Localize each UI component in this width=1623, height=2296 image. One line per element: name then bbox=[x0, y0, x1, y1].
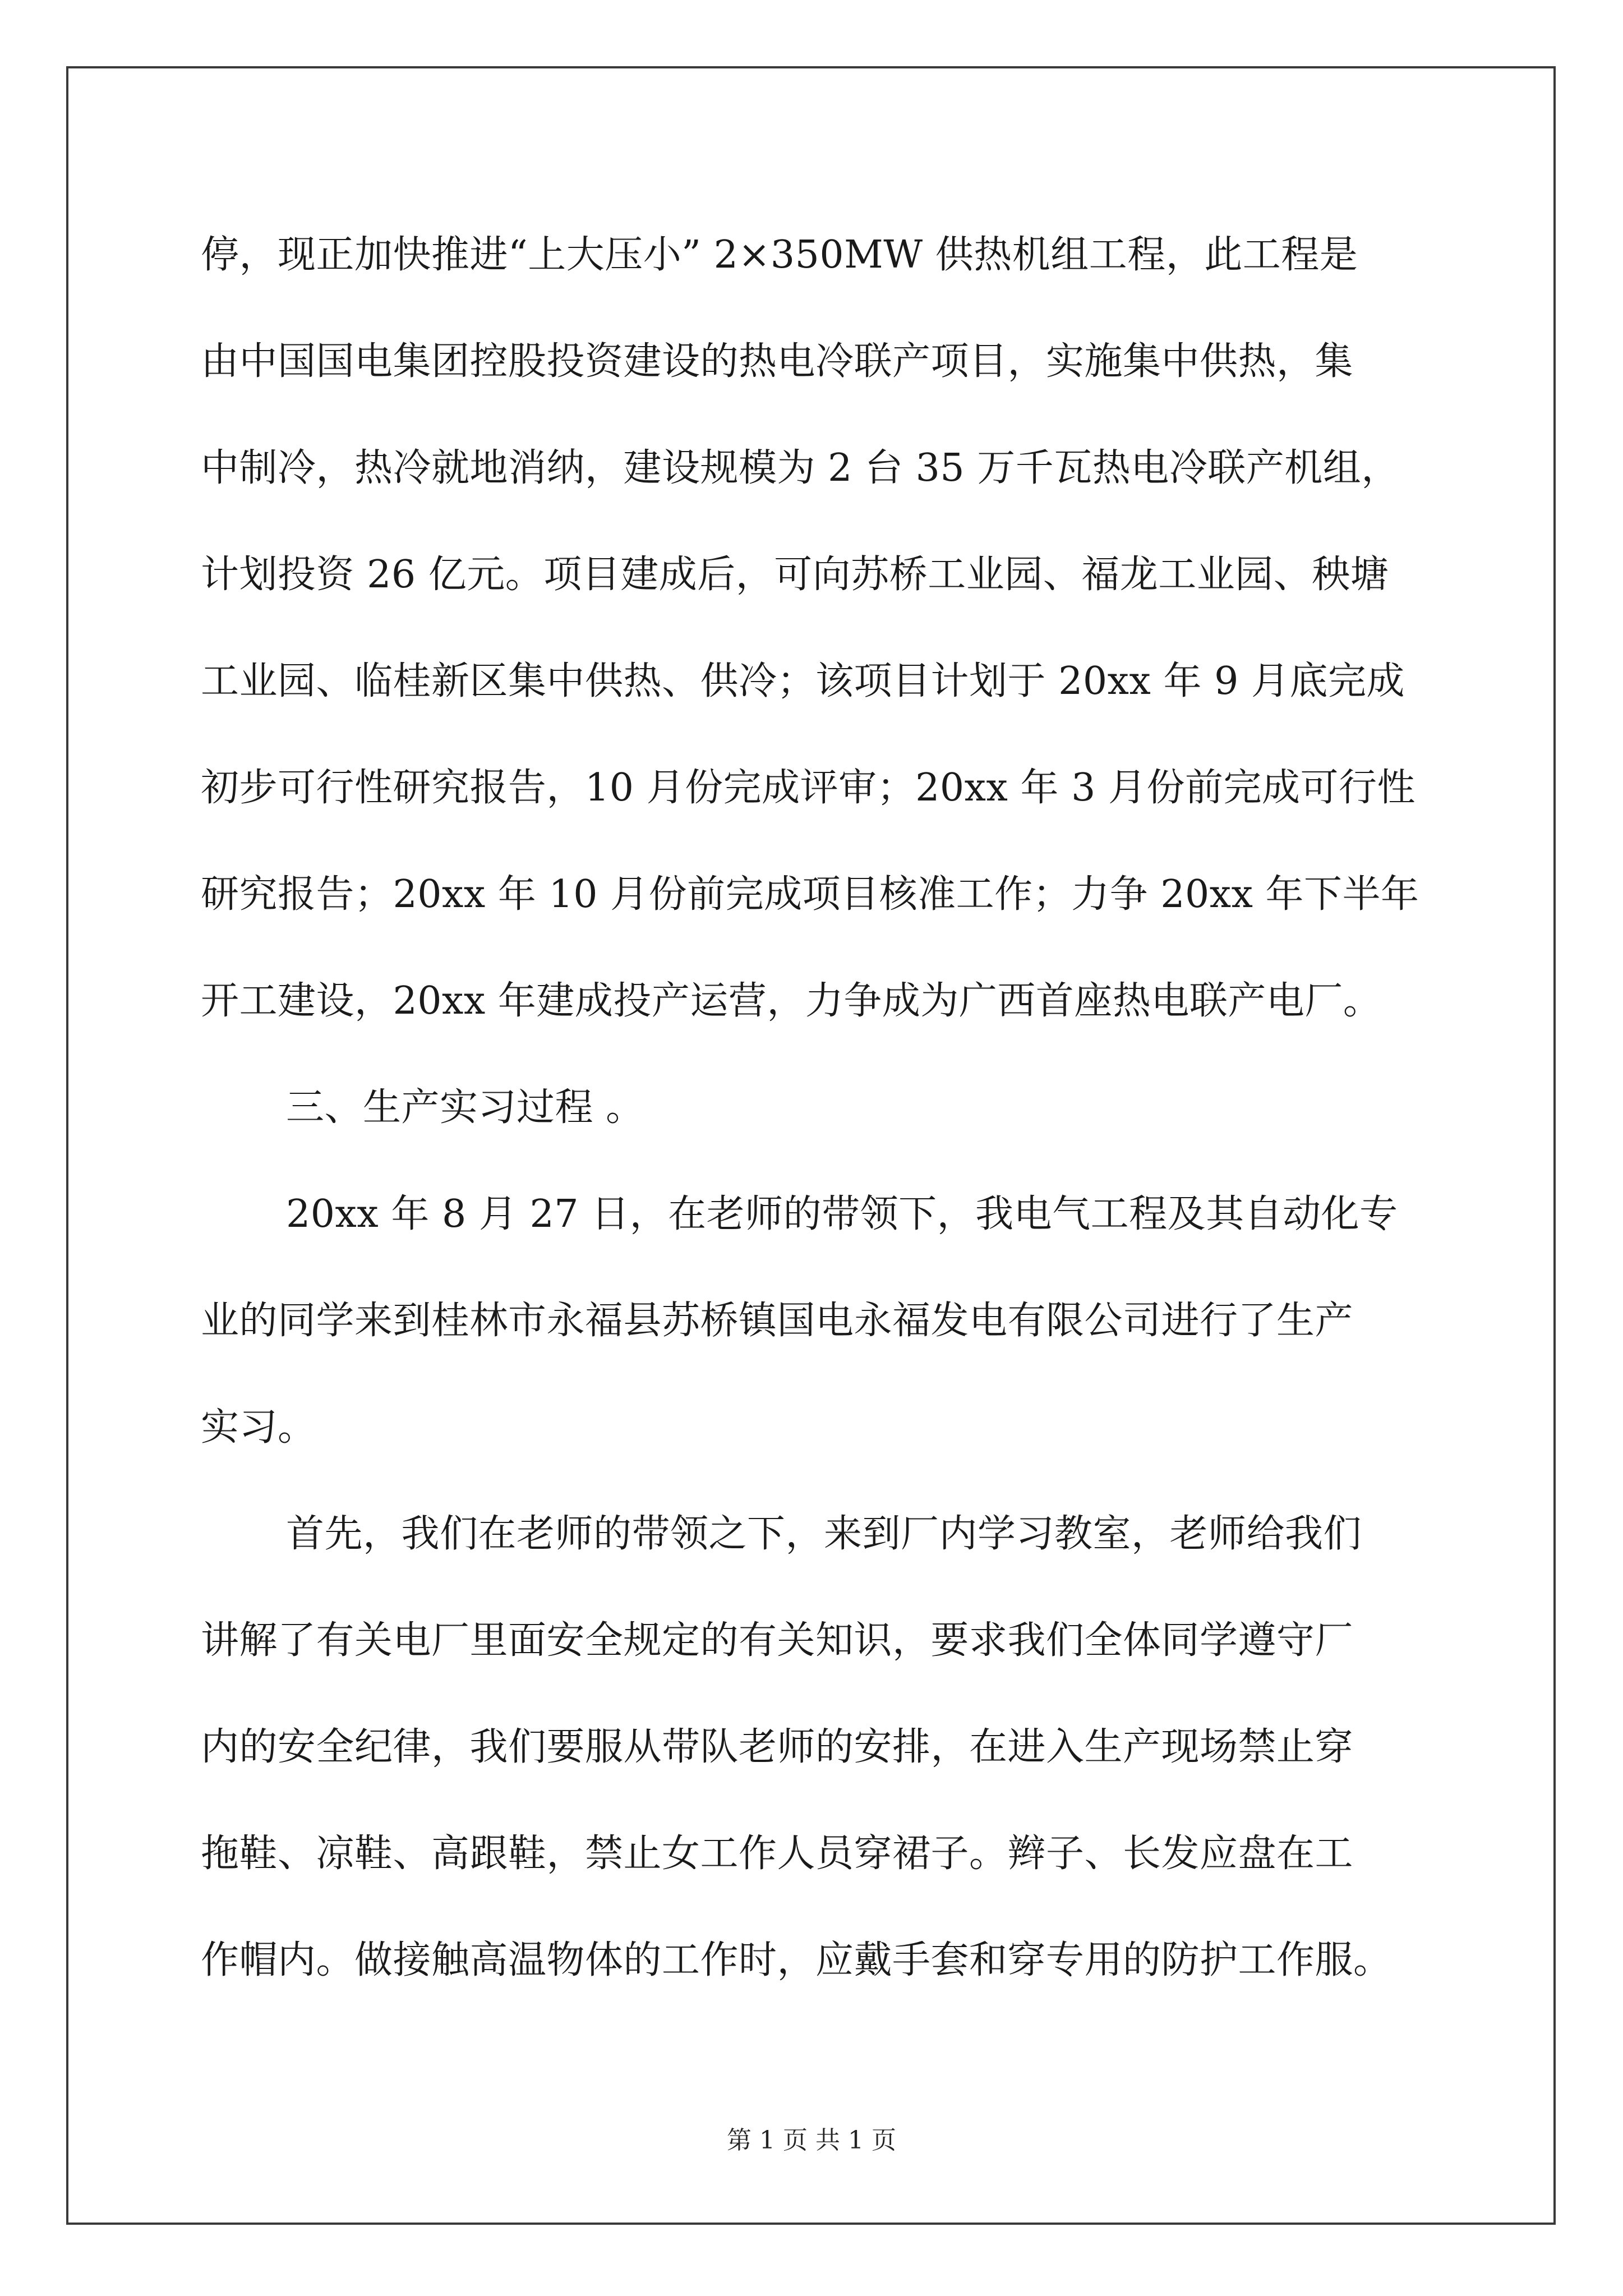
page-footer: 第 1 页 共 1 页 bbox=[727, 2126, 896, 2155]
text-line: 讲解了有关电厂里面安全规定的有关知识，要求我们全体同学遵守厂 bbox=[201, 1618, 1354, 1663]
text-line: 作帽内。做接触高温物体的工作时，应戴手套和穿专用的防护工作服。 bbox=[201, 1938, 1392, 1982]
text-line: 中制冷，热冷就地消纳，建设规模为 2 台 35 万千瓦热电冷联产机组， bbox=[201, 446, 1400, 490]
section-heading: 三、生产实习过程 。 bbox=[286, 1085, 644, 1130]
text-line: 工业园、临桂新区集中供热、供冷；该项目计划于 20xx 年 9 月底完成 bbox=[201, 659, 1405, 703]
paragraph-start-line: 20xx 年 8 月 27 日，在老师的带领下，我电气工程及其自动化专 bbox=[286, 1192, 1398, 1236]
text-line: 实习。 bbox=[201, 1405, 316, 1450]
text-line: 研究报告；20xx 年 10 月份前完成项目核准工作；力争 20xx 年下半年 bbox=[201, 872, 1419, 917]
text-line: 拖鞋、凉鞋、高跟鞋，禁止女工作人员穿裙子。辫子、长发应盘在工 bbox=[201, 1832, 1354, 1876]
text-line: 业的同学来到桂林市永福县苏桥镇国电永福发电有限公司进行了生产 bbox=[201, 1299, 1354, 1343]
paragraph-start-line: 首先，我们在老师的带领之下，来到厂内学习教室，老师给我们 bbox=[286, 1512, 1362, 1556]
document-body bbox=[201, 202, 1435, 2014]
text-line: 停，现正加快推进“上大压小” 2×350MW 供热机组工程，此工程是 bbox=[201, 233, 1358, 277]
text-line: 由中国国电集团控股投资建设的热电冷联产项目，实施集中供热，集 bbox=[201, 339, 1354, 384]
text-line: 开工建设，20xx 年建成投产运营，力争成为广西首座热电联产电厂。 bbox=[201, 979, 1382, 1023]
text-line: 初步可行性研究报告，10 月份完成评审；20xx 年 3 月份前完成可行性 bbox=[201, 766, 1415, 810]
text-line: 计划投资 26 亿元。项目建成后，可向苏桥工业园、福龙工业园、秧塘 bbox=[201, 553, 1389, 597]
text-line: 内的安全纪律，我们要服从带队老师的安排，在进入生产现场禁止穿 bbox=[201, 1725, 1354, 1769]
